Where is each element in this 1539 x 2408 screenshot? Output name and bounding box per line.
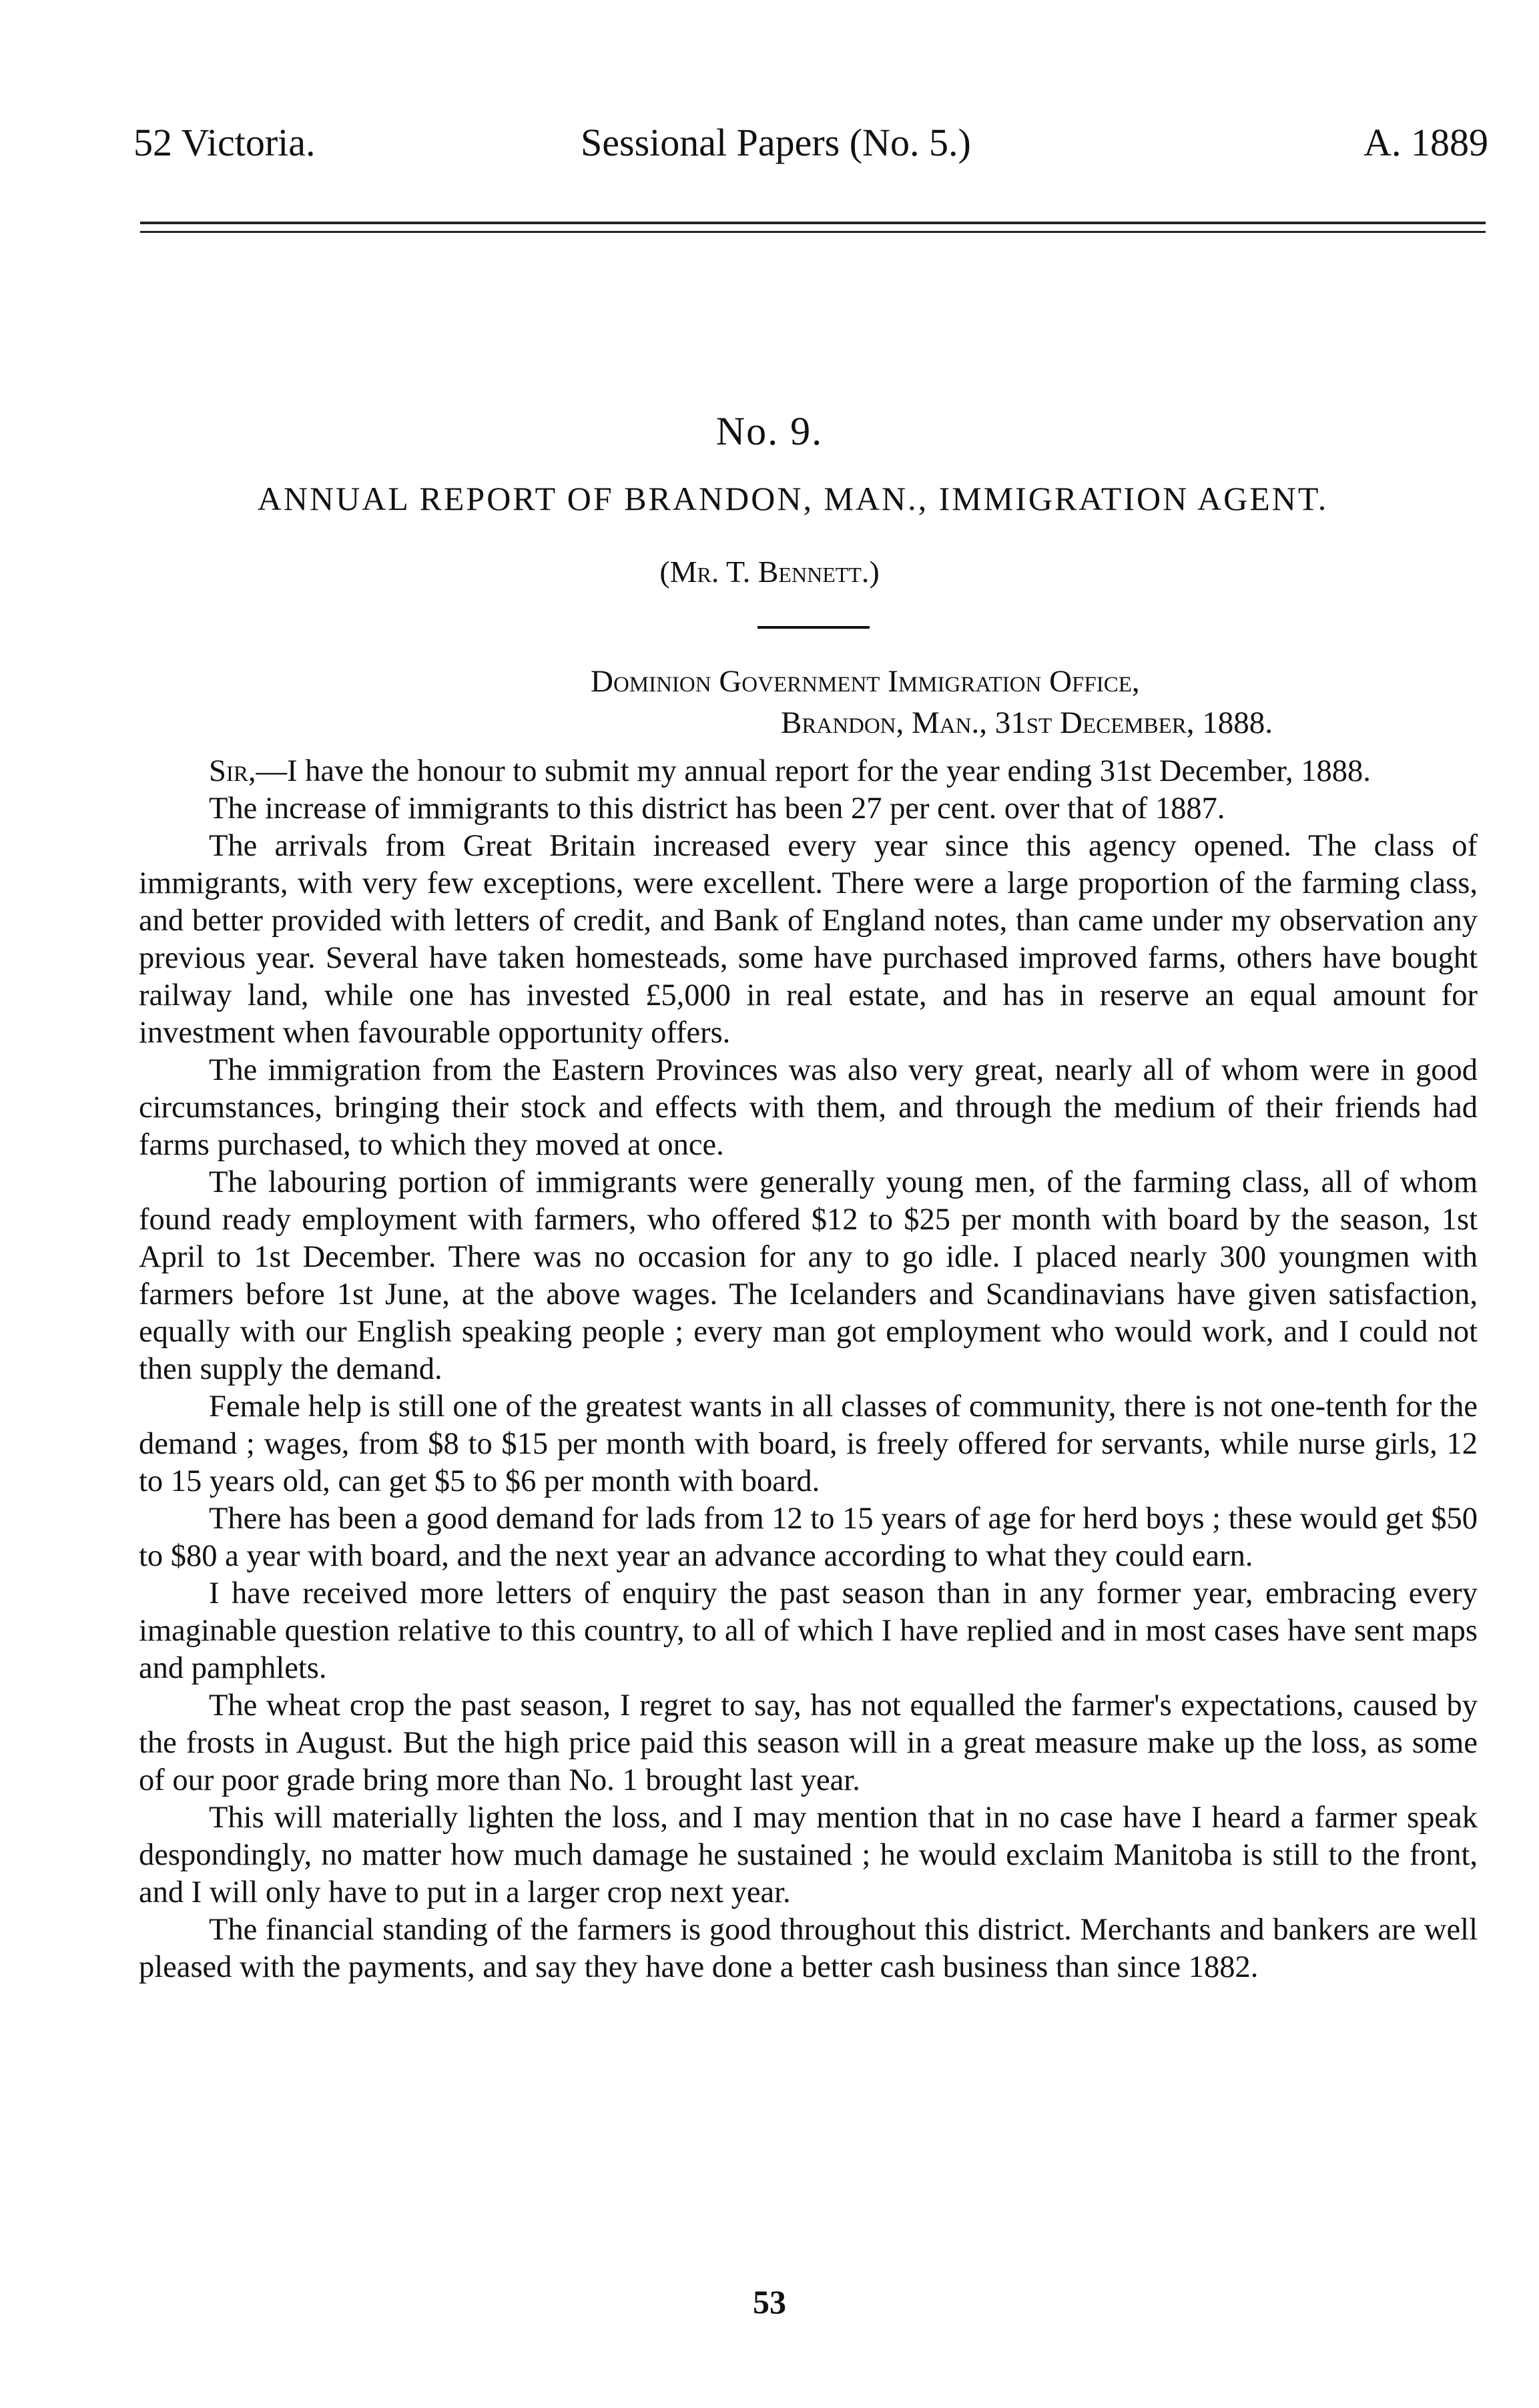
running-head-center: Sessional Papers (No. 5.) [581, 121, 971, 164]
dateline-place-date: Brandon, Man., 31st December, 1888. [781, 705, 1273, 740]
paragraph-5: The labouring portion of immigrants were generally young men, of the farming class, all of whom found ready employment with farmers, who offered $12 to $25 per month with board by the season, 1st April to 1st December. There was no occasion for any to go idle. I placed nearly 300 youngmen with farmers before 1st June, at the above wages. The Icelanders and Scandinavians have given satisfaction, equally with our English speaking people ; every man got employment who would work, and I could not then supply the demand. [139, 1165, 1478, 1386]
paragraph-1-text: —I have the honour to submit my annual report for the year ending 31st December, 1888. [256, 754, 1371, 788]
paragraph-4: The immigration from the Eastern Provinces was also very great, nearly all of whom were in good circumstances, bringing their stock and effects with them, and through the medium of their friends had farms purchased, to which they moved at once. [139, 1053, 1478, 1162]
running-head [133, 120, 1488, 174]
document-title: ANNUAL REPORT OF BRANDON, MAN., IMMIGRATION AGENT. [257, 480, 1329, 517]
paragraph-1 [139, 753, 1478, 790]
dateline-office: Dominion Government Immigration Office, [591, 664, 1140, 699]
paragraph-6: Female help is still one of the greatest wants in all classes of community, there is not one-tenth for the demand ; wages, from $8 to $15 per month with board, is freely offered for servants, while nurse girls, 12 to 15 years old, can get $5 to $6 per month with board. [139, 1390, 1478, 1498]
paragraph-10: This will materially lighten the loss, and I may mention that in no case have I heard a farmer speak despondingly, no matter how much damage he sustained ; he would exclaim Manitoba is still to the front, and I will only have to put in a larger crop next year. [139, 1801, 1478, 1909]
double-rule-divider [140, 222, 1486, 233]
paragraph-9: The wheat crop the past season, I regret to say, has not equalled the farmer's expectations, caused by the frosts in August. But the high price paid this season will in a great measure make up the loss, as some of our poor grade bring more than No. 1 brought last year. [139, 1689, 1478, 1797]
author-line: (Mr. T. Bennett.) [659, 555, 880, 589]
running-head-right: A. 1889 [1363, 121, 1488, 164]
paragraph-2: The increase of immigrants to this district has been 27 per cent. over that of 1887. [209, 792, 1225, 826]
report-body [139, 753, 1478, 1986]
paragraph-7: There has been a good demand for lads from 12 to 15 years of age for herd boys ; these would get $50 to $80 a year with board, and the next year an advance according to what they could earn. [139, 1502, 1478, 1573]
short-rule-divider [757, 626, 870, 629]
document-number: No. 9. [715, 409, 824, 453]
dateline [140, 661, 1475, 743]
running-head-left: 52 Victoria. [133, 121, 316, 164]
paragraph-11: The financial standing of the farmers is good throughout this district. Merchants and bankers are well pleased with the payments, and say they have done a better cash business than since 1882. [139, 1913, 1478, 1984]
paragraph-3: The arrivals from Great Britain increased every year since this agency opened. The class of immigrants, with very few exceptions, were excellent. There were a large proportion of the farming class, and better provided with letters of credit, and Bank of England notes, than came under my observation any previous year. Several have taken homesteads, some have purchased improved farms, others have bought railway land, while one has invested £5,000 in real estate, and has in reserve an equal amount for investment when favourable opportunity offers. [139, 829, 1478, 1050]
page-number: 53 [753, 2283, 786, 2321]
salutation: Sir, [209, 754, 256, 788]
paragraph-8: I have received more letters of enquiry the past season than in any former year, embracing every imaginable question relative to this country, to all of which I have replied and in most cases have sent maps and pamphlets. [139, 1576, 1478, 1685]
